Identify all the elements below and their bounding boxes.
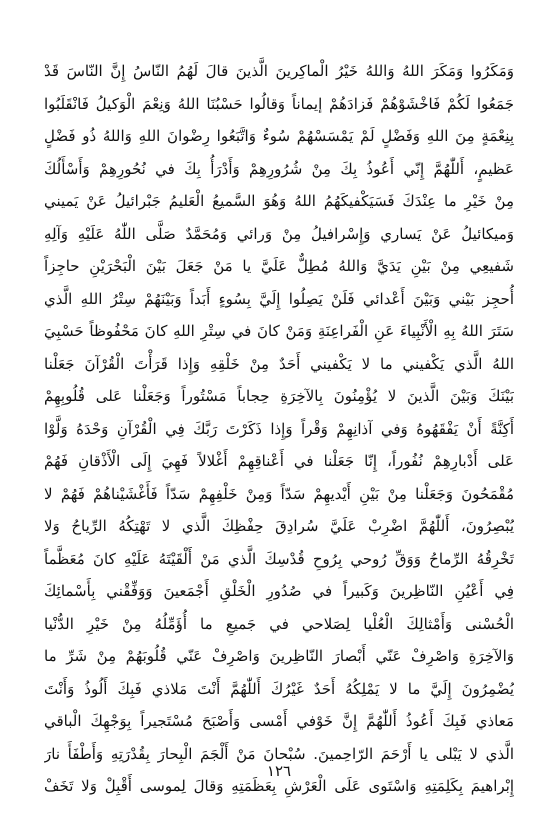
page-number: ١٢٦ [266, 762, 292, 780]
text-line: عَظيمٍ، أَللّٰهُمَّ إِنّي أَعُوذُ بِكَ مِنْ شُرُورِهِمْ وَأَدْرَأُ بِكَ في نُحُورِهِمْ وَأَسْأَلُكَ [44, 159, 514, 178]
text-line: إِبْراهيمَ بِكَلِمَتِهِ وَاسْتَوى عَلَى الْعَرْشِ بِعَظَمَتِهِ وَقالَ لِموسى أَقْبِلْ وَلا تَخَفْ [44, 777, 514, 795]
text-line: سَتَرَ اللهُ بِهِ الْأَنْبِياءَ عَنِ الْفَراعِنَةِ وَمَنْ كانَ في سِتْرِ اللهِ كانَ مَحْفُوظاً حَسْبِيَ [44, 322, 514, 340]
text-line: يُبْصِرُونَ، أَللّٰهُمَّ اضْرِبْ عَلَيَّ سُرادِقَ حِفْظِكَ الَّذي لا تَهْتِكُهُ الرِّياحُ وَلا [44, 517, 514, 535]
text-line: الَّذي لا يَبْلى يا أَرْحَمَ الرّاحِمينَ. سُبْحانَ مَنْ أَلْجَمَ الْبِحارَ بِقُدْرَتِهِ وَأَطْفَأَ نارَ [44, 744, 514, 763]
text-line: وَالآخِرَةِ وَاصْرِفْ عَنّي أَبْصارَ النّاظِرينَ وَاصْرِفْ عَنّي قُلُوبَهُمْ مِنْ شَرِّ ما [44, 647, 514, 665]
text-line: الْحُسْنى وَأَمْثالِكَ الْعُلْيا لِصَلاحي في جَميعِ ما أُؤَمِّلُهُ مِنْ خَيْرِ الدُّنْيا [44, 614, 514, 633]
text-line: عَلى أَدْبارِهِمْ نُفُوراً، إِنّا جَعَلْنا في أَعْناقِهِمْ أَغْلالاً فَهِيَ إِلَى الْأَذْقانِ فَهُمْ [44, 452, 514, 470]
text-line: أُحجِز بَيْني وَبَيْنَ أَعْدائي فَلَنْ يَصِلُوا إِلَيَّ بِسُوءٍ أَبَداً وَبَيْنَهُمْ سِتْرُ اللهِ الَّذي [44, 289, 514, 308]
prayer-text-block [44, 55, 514, 803]
text-line: مُقْمَحُونَ وَجَعَلْنا مِنْ بَيْنِ أَيْديهِمْ سَدّاً وَمِنْ خَلْفِهِمْ سَدّاً فَأَغْشَيْناهُمْ فَهُمْ لا [44, 484, 514, 503]
text-line: فِي أَعْيُنِ النّاظِرينَ وَكَبيراً في صُدُورِ الْخَلْقِ أَجْمَعينَ وَوَفِّقْني بِأَسْمائِكَ [44, 582, 514, 600]
text-line: اللهُ الَّذي يَكْفيني ما لا يَكْفيني أَحَدٌ مِنْ خَلْقِهِ وَإِذا قَرَأْتَ الْقُرْآنَ جَعَلْنا [44, 354, 514, 373]
text-line: بِنِعْمَةٍ مِنَ اللهِ وَفَضْلٍ لَمْ يَمْسَسْهُمْ سُوءٌ وَاتَّبَعُوا رِضْوانَ اللهِ وَاللهُ ذُو فَضْلٍ [44, 127, 514, 145]
text-line: يُضْمِرُونَ إِلَيَّ ما لا يَمْلِكُهُ أَحَدٌ غَيْرُكَ أَللّٰهُمَّ أَنْتَ مَلاذي فَبِكَ أَلُوذُ وَأَنْتَ [44, 679, 514, 698]
text-line: جَمَعُوا لَكُمْ فَاخْشَوْهُمْ فَزادَهُمْ إيماناً وَقالُوا حَسْبُنَا اللهُ وَنِعْمَ الْوَكيلُ فَانْقَلَبُوا [44, 94, 514, 113]
text-line: وَميكائيلُ عَنْ يَساري وَإِسْرافيلُ مِنْ وَرائي وَمُحَمَّدٌ صَلَّى اللّٰهُ عَلَيْهِ وَآلِهِ [44, 224, 514, 243]
text-line: وَمَكَرُوا وَمَكَرَ اللهُ وَاللهُ خَيْرُ الْماكِرينَ الَّذينَ قالَ لَهُمُ النّاسُ إِنَّ النّاسَ قَدْ [44, 62, 514, 80]
text-line: تَخْرِقُهُ الرِّماحُ وَوَقِّ رُوحي بِرُوحِ قُدْسِكَ الَّذي مَنْ أَلْقَيْتَهُ عَلَيْهِ كانَ مُعَظَّماً [44, 549, 514, 568]
text-line: مَعاذي فَبِكَ أَعُوذُ أَللّٰهُمَّ إِنَّ خَوْفي أَمْسى وَأَصْبَحَ مُسْتَجيراً بِوَجْهِكَ الْباقي [44, 712, 514, 730]
text-line: بَيْنَكَ وَبَيْنَ الَّذينَ لا يُؤْمِنُونَ بِالآخِرَةِ حِجاباً مَسْتُوراً وَجَعَلْنا عَلى قُلُوبِهِمْ [44, 387, 514, 405]
text-line: أَكِنَّةً أَنْ يَفْقَهُوهُ وَفي آذانِهِمْ وَقْراً وَإِذا ذَكَرْتَ رَبَّكَ فِي الْقُرْآنِ وَحْدَهُ وَلَّوْا [44, 419, 514, 438]
text-line: شَفيعِي مِنْ بَيْنِ يَدَيَّ وَاللهُ مُطِلٌّ عَلَيَّ يا مَنْ جَعَلَ بَيْنَ الْبَحْرَيْنِ حاجِزاً [44, 257, 514, 275]
text-line: مِنْ خَيْرِ ما عِنْدَكَ فَسَيَكْفيكَهُمُ اللهُ وَهُوَ السَّميعُ الْعَليمُ جَبْرائيلُ عَنْ يَميني [44, 192, 514, 210]
